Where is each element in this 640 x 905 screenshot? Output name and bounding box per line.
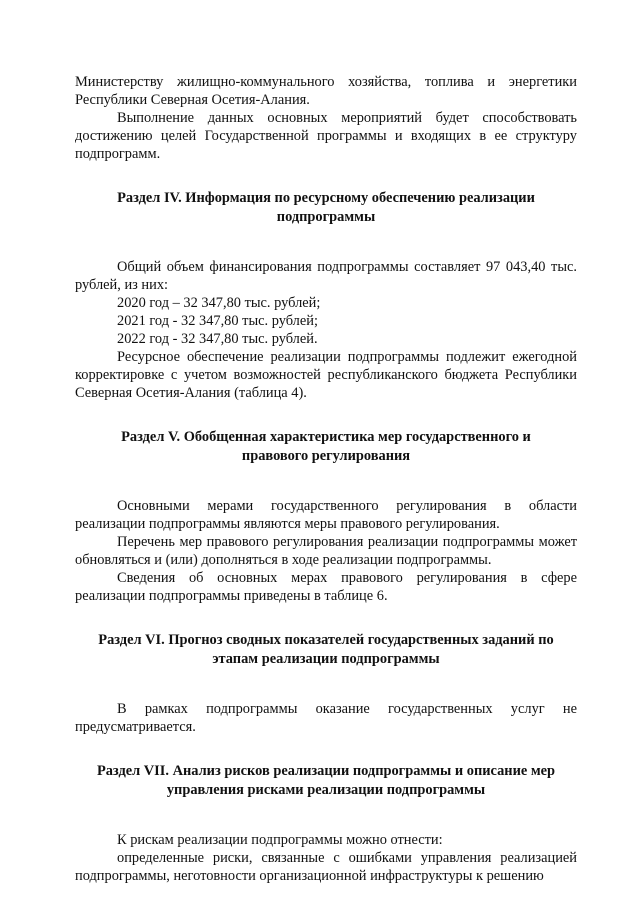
spacer bbox=[75, 800, 577, 831]
section-7-heading bbox=[75, 762, 577, 800]
section-4-year-2020: 2020 год – 32 347,80 тыс. рублей; bbox=[117, 295, 321, 311]
section-4-paragraph-1: Общий объем финансирования подпрограммы составляет 97 043,40 тыс. рублей, из них: bbox=[75, 259, 577, 293]
section-7-paragraph-2: определенные риски, связанные с ошибками управления реализацией подпрограммы, неготовности организационной инфраструктуры к решению bbox=[75, 850, 577, 884]
section-4-paragraph-2: Ресурсное обеспечение реализации подпрограммы подлежит ежегодной корректировке с учетом возможностей республиканского бюджета Республики Северная Осетия-Алания (таблица 4). bbox=[75, 349, 577, 401]
section-5-paragraph-1: Основными мерами государственного регулирования в области реализации подпрограммы являются меры правового регулирования. bbox=[75, 498, 577, 532]
document-page bbox=[75, 73, 577, 885]
section-4-heading bbox=[75, 189, 577, 227]
section-5-paragraph-2: Перечень мер правового регулирования реализации подпрограммы может обновляться и (или) дополняться в ходе реализации подпрограммы. bbox=[75, 534, 577, 568]
section-6-heading bbox=[75, 631, 577, 669]
intro-paragraph-2: Выполнение данных основных мероприятий будет способствовать достижению целей Государственной программы и входящих в ее структуру подпрограмм. bbox=[75, 110, 577, 162]
section-7-paragraph-1: К рискам реализации подпрограммы можно отнести: bbox=[117, 832, 443, 848]
spacer bbox=[75, 227, 577, 258]
spacer bbox=[75, 669, 577, 700]
section-7-heading-line-2: управления рисками реализации подпрограммы bbox=[166, 782, 486, 798]
section-5-heading bbox=[75, 428, 577, 466]
spacer bbox=[75, 736, 577, 762]
section-4-year-2021: 2021 год - 32 347,80 тыс. рублей; bbox=[117, 313, 318, 329]
intro-paragraph-1: Министерству жилищно-коммунального хозяйства, топлива и энергетики Республики Северная Осетия-Алания. bbox=[75, 74, 577, 108]
spacer bbox=[75, 466, 577, 497]
section-6-paragraph-1: В рамках подпрограммы оказание государственных услуг не предусматривается. bbox=[75, 701, 577, 735]
section-6-heading-line-2: этапам реализации подпрограммы bbox=[212, 651, 440, 667]
section-4-heading-line-1: Раздел IV. Информация по ресурсному обеспечению реализации bbox=[117, 190, 535, 206]
section-7-heading-line-1: Раздел VII. Анализ рисков реализации подпрограммы и описание мер bbox=[96, 763, 556, 779]
section-6-heading-line-1: Раздел VI. Прогноз сводных показателей государственных заданий по bbox=[98, 632, 554, 648]
spacer bbox=[75, 163, 577, 189]
spacer bbox=[75, 402, 577, 428]
spacer bbox=[75, 605, 577, 631]
section-5-heading-line-1: Раздел V. Обобщенная характеристика мер государственного и bbox=[121, 429, 531, 445]
section-4-heading-line-2: подпрограммы bbox=[276, 209, 376, 225]
section-5-heading-line-2: правового регулирования bbox=[241, 448, 411, 464]
section-5-paragraph-3: Сведения об основных мерах правового регулирования в сфере реализации подпрограммы приведены в таблице 6. bbox=[75, 570, 577, 604]
section-4-year-2022: 2022 год - 32 347,80 тыс. рублей. bbox=[117, 331, 318, 347]
